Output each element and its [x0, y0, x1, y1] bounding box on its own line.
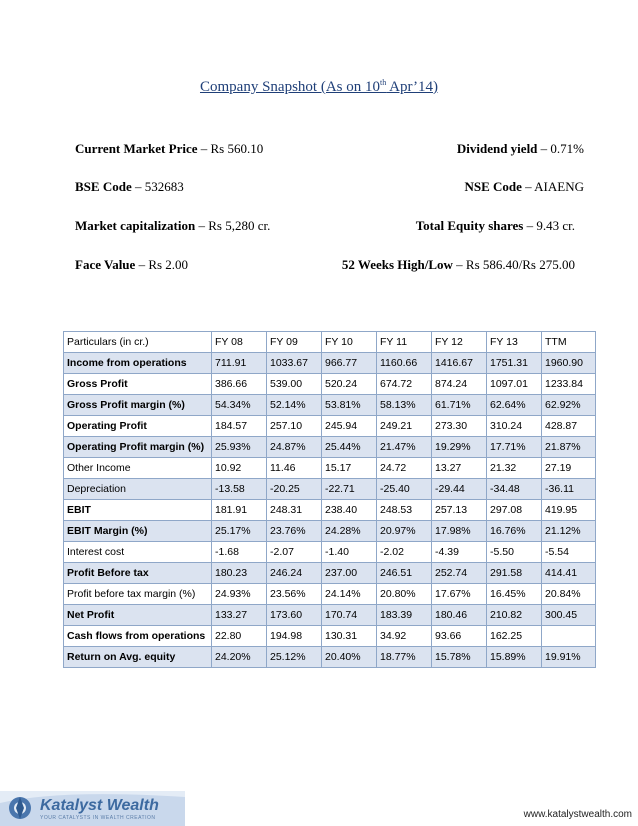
table-cell: 874.24 [432, 374, 487, 395]
financials-table [63, 331, 596, 668]
table-cell: 210.82 [487, 605, 542, 626]
table-cell: 170.74 [322, 605, 377, 626]
table-cell: 300.45 [542, 605, 596, 626]
table-cell: 15.17 [322, 458, 377, 479]
table-cell: -22.71 [322, 479, 377, 500]
table-cell: 16.45% [487, 584, 542, 605]
table-cell: 248.53 [377, 500, 432, 521]
table-row [64, 647, 596, 668]
table-cell: 180.23 [212, 563, 267, 584]
table-cell: 21.47% [377, 437, 432, 458]
row-label: Depreciation [64, 479, 212, 500]
table-cell: 24.28% [322, 521, 377, 542]
table-cell: 34.92 [377, 626, 432, 647]
table-cell: 1233.84 [542, 374, 596, 395]
table-cell: -20.25 [267, 479, 322, 500]
table-cell: 252.74 [432, 563, 487, 584]
table-cell: 58.13% [377, 395, 432, 416]
nse-code: NSE Code – AIAENG [464, 179, 584, 194]
row-label: EBIT Margin (%) [64, 521, 212, 542]
table-cell: -2.07 [267, 542, 322, 563]
table-cell: 62.64% [487, 395, 542, 416]
table-cell: 246.24 [267, 563, 322, 584]
table-cell: 19.91% [542, 647, 596, 668]
logo-wordmark: Katalyst Wealth [40, 797, 159, 814]
table-cell: -5.50 [487, 542, 542, 563]
table-cell: 414.41 [542, 563, 596, 584]
total-equity-shares: Total Equity shares – 9.43 cr. [415, 218, 575, 233]
table-cell: 20.40% [322, 647, 377, 668]
table-cell: 17.71% [487, 437, 542, 458]
table-cell: 1033.67 [267, 353, 322, 374]
table-row [64, 353, 596, 374]
row-label: Profit before tax margin (%) [64, 584, 212, 605]
table-cell: 23.76% [267, 521, 322, 542]
table-cell: -1.40 [322, 542, 377, 563]
row-label: Cash flows from operations [64, 626, 212, 647]
table-cell: 419.95 [542, 500, 596, 521]
52-weeks-high-low: 52 Weeks High/Low – Rs 586.40/Rs 275.00 [341, 257, 575, 272]
table-cell: 539.00 [267, 374, 322, 395]
table-cell: 93.66 [432, 626, 487, 647]
row-label: Income from operations [64, 353, 212, 374]
table-cell: 25.44% [322, 437, 377, 458]
table-cell: -36.11 [542, 479, 596, 500]
face-value: Face Value – Rs 2.00 [75, 257, 189, 272]
table-row [64, 479, 596, 500]
table-row [64, 626, 596, 647]
row-label: Gross Profit margin (%) [64, 395, 212, 416]
table-body [64, 353, 596, 668]
table-row [64, 521, 596, 542]
table-cell: 1960.90 [542, 353, 596, 374]
table-cell: 966.77 [322, 353, 377, 374]
header-fy12: FY 12 [432, 332, 487, 353]
table-cell: 1097.01 [487, 374, 542, 395]
table-cell: 520.24 [322, 374, 377, 395]
table-cell [542, 626, 596, 647]
table-row [64, 416, 596, 437]
table-cell: 22.80 [212, 626, 267, 647]
table-cell: 62.92% [542, 395, 596, 416]
row-label: Other Income [64, 458, 212, 479]
table-cell: 173.60 [267, 605, 322, 626]
table-cell: 17.98% [432, 521, 487, 542]
table-cell: 133.27 [212, 605, 267, 626]
table-cell: 53.81% [322, 395, 377, 416]
table-cell: 183.39 [377, 605, 432, 626]
table-cell: 297.08 [487, 500, 542, 521]
row-label: Operating Profit [64, 416, 212, 437]
table-row [64, 458, 596, 479]
table-cell: 18.77% [377, 647, 432, 668]
table-cell: 24.20% [212, 647, 267, 668]
table-cell: 24.87% [267, 437, 322, 458]
table-cell: 273.30 [432, 416, 487, 437]
table-cell: 237.00 [322, 563, 377, 584]
table-cell: 19.29% [432, 437, 487, 458]
table-cell: 11.46 [267, 458, 322, 479]
table-cell: 23.56% [267, 584, 322, 605]
table-cell: 257.13 [432, 500, 487, 521]
table-cell: -4.39 [432, 542, 487, 563]
table-row [64, 542, 596, 563]
table-cell: -5.54 [542, 542, 596, 563]
table-row [64, 605, 596, 626]
table-row [64, 563, 596, 584]
table-cell: 711.91 [212, 353, 267, 374]
header-ttm: TTM [542, 332, 596, 353]
dividend-yield: Dividend yield – 0.71% [456, 141, 584, 156]
table-cell: -25.40 [377, 479, 432, 500]
header-particulars: Particulars (in cr.) [64, 332, 212, 353]
table-cell: 24.14% [322, 584, 377, 605]
table-cell: 238.40 [322, 500, 377, 521]
table-cell: 257.10 [267, 416, 322, 437]
table-cell: 16.76% [487, 521, 542, 542]
table-cell: 17.67% [432, 584, 487, 605]
table-cell: 1416.67 [432, 353, 487, 374]
table-cell: 61.71% [432, 395, 487, 416]
header-fy11: FY 11 [377, 332, 432, 353]
website-link[interactable]: www.katalystwealth.com [523, 809, 632, 820]
table-cell: 21.87% [542, 437, 596, 458]
market-capitalization: Market capitalization – Rs 5,280 cr. [75, 218, 271, 233]
table-cell: 181.91 [212, 500, 267, 521]
table-cell: 13.27 [432, 458, 487, 479]
table-cell: 386.66 [212, 374, 267, 395]
row-label: Gross Profit [64, 374, 212, 395]
table-row [64, 500, 596, 521]
table-cell: 180.46 [432, 605, 487, 626]
table-cell: 52.14% [267, 395, 322, 416]
table-cell: 184.57 [212, 416, 267, 437]
table-cell: 130.31 [322, 626, 377, 647]
row-label: Return on Avg. equity [64, 647, 212, 668]
table-cell: 25.12% [267, 647, 322, 668]
table-cell: 194.98 [267, 626, 322, 647]
table-cell: 24.72 [377, 458, 432, 479]
table-cell: 21.12% [542, 521, 596, 542]
table-cell: 24.93% [212, 584, 267, 605]
table-header-row [64, 332, 596, 353]
table-cell: 21.32 [487, 458, 542, 479]
table-cell: 10.92 [212, 458, 267, 479]
header-fy10: FY 10 [322, 332, 377, 353]
table-cell: 162.25 [487, 626, 542, 647]
table-cell: 54.34% [212, 395, 267, 416]
table-cell: 27.19 [542, 458, 596, 479]
row-label: Net Profit [64, 605, 212, 626]
table-cell: -2.02 [377, 542, 432, 563]
bse-code: BSE Code – 532683 [75, 179, 184, 194]
table-row [64, 374, 596, 395]
table-cell: -1.68 [212, 542, 267, 563]
row-label: Profit Before tax [64, 563, 212, 584]
table-cell: -34.48 [487, 479, 542, 500]
table-cell: 249.21 [377, 416, 432, 437]
current-market-price: Current Market Price – Rs 560.10 [75, 141, 264, 156]
table-cell: 15.78% [432, 647, 487, 668]
header-fy09: FY 09 [267, 332, 322, 353]
table-cell: -13.58 [212, 479, 267, 500]
table-cell: 1751.31 [487, 353, 542, 374]
table-cell: 20.97% [377, 521, 432, 542]
table-row [64, 584, 596, 605]
header-fy13: FY 13 [487, 332, 542, 353]
page-title: Company Snapshot (As on 10th Apr’14) [199, 78, 439, 95]
table-cell: 20.80% [377, 584, 432, 605]
table-cell: 20.84% [542, 584, 596, 605]
logo-tagline: YOUR CATALYSTS IN WEALTH CREATION [40, 815, 156, 821]
table-cell: 25.17% [212, 521, 267, 542]
table-cell: 674.72 [377, 374, 432, 395]
table-cell: 310.24 [487, 416, 542, 437]
table-cell: 248.31 [267, 500, 322, 521]
row-label: EBIT [64, 500, 212, 521]
table-cell: 15.89% [487, 647, 542, 668]
table-cell: 1160.66 [377, 353, 432, 374]
table-cell: 246.51 [377, 563, 432, 584]
table-cell: 428.87 [542, 416, 596, 437]
header-fy08: FY 08 [212, 332, 267, 353]
table-cell: -29.44 [432, 479, 487, 500]
table-cell: 25.93% [212, 437, 267, 458]
row-label: Interest cost [64, 542, 212, 563]
table-cell: 245.94 [322, 416, 377, 437]
table-row [64, 437, 596, 458]
row-label: Operating Profit margin (%) [64, 437, 212, 458]
table-row [64, 395, 596, 416]
table-cell: 291.58 [487, 563, 542, 584]
